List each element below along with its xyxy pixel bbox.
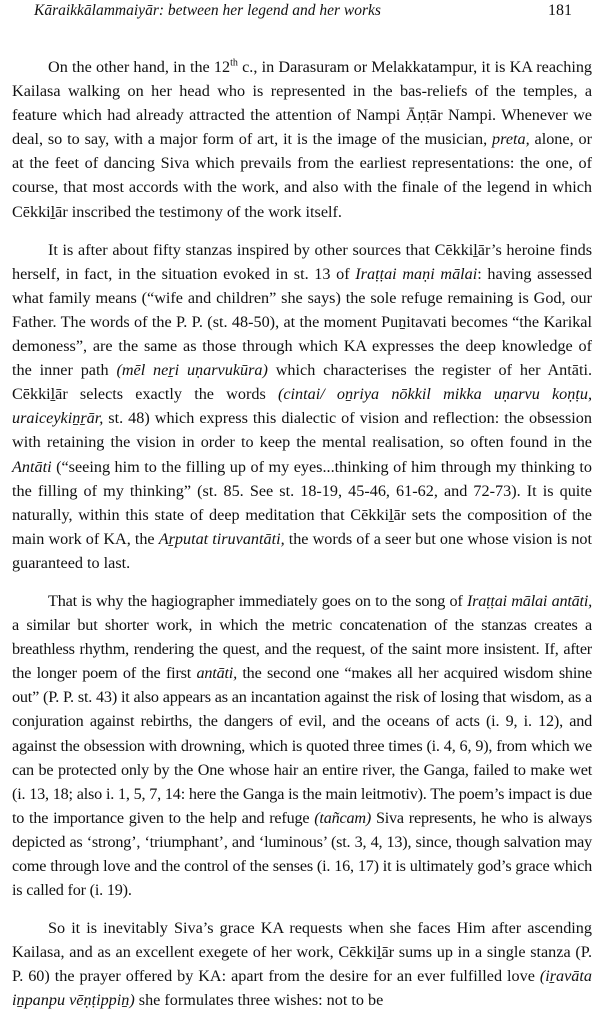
text-run: c., in Darasuram or Melakkatampur, it is KA reaching Kailasa walking on her head who is represented in the bas-reliefs of the temples, a feature which had already attracted the attention of Nampi Āṇṭār Nampi. Whenever we deal, so to say, with a major form of art, it is the image of the musician, [12, 58, 593, 149]
italic-text: (tañcam) [314, 808, 372, 827]
text-run: : having assessed what family means (“wife and children” she says) the sole refuge remaining is God, our Father. The words of the P. P. (st. 48-50), at the moment Puṉitavati becomes “the Karikal demoness”, are the same as those through which KA expresses the deep knowledge of the inner path [12, 264, 592, 380]
italic-text: Iraṭṭai mālai antāti, [466, 591, 592, 610]
text-run: the second one “makes all her acquired wisdom shine out” (P. P. st. 43) it also appears as an incantation against the risk of losing that wisdom, as a conjuration against rebirths, the dangers of evil, and the oceans of acts (i. 9, i. 12), and against the obsession with drowning, which is quoted three times (i. 4, 6, 9), from which we can be protected only by the One whose hair an entire river, the Ganga, failed to make wet (i. 13, 18; also i. 1, 5, 7, 14: here the Ganga is the main leitmotiv). The poem’s impact is due to the importance given to the help and refuge [12, 664, 592, 827]
page-number: 181 [548, 2, 572, 19]
running-header [12, 0, 592, 24]
italic-text: (iṟavāta iṉpanpu vēṇṭippiṉ) [12, 967, 592, 1010]
text-run: Siva represents, he who is always depicted as ‘strong’, ‘triumphant’, and ‘luminous’ (st. 3, 4, 13), since, though salvation may come through love and the control of the senses (i. 16, 17) it is ultimately god’s grace which is called for (i. 19). [12, 808, 592, 900]
text-run: So it is inevitably Siva’s grace KA requests when she faces Him after ascending Kailasa, and as an excellent exegete of her work, Cēkkiḻār sums up in a single stanza (P. P. 60) the prayer offered by KA: apart from the desire for an ever fulfilled love [12, 919, 592, 986]
text-run: alone, or at the feet of dancing Siva which prevails from the earliest representations: the one, of course, that most accords with the work, and also with the finale of the legend in which Cēkkiḻār inscribed the testimony of the work itself. [12, 130, 592, 221]
text-run: That is why the hagiographer immediately goes on to the song of [48, 591, 467, 610]
italic-text: (cintai/ oṉriya nōkkil mikka uṇarvu koṇṭu, uraiceykiṉṟār, [12, 385, 592, 428]
text-run: the words of a seer but one whose vision is not guaranteed to last. [12, 529, 592, 572]
italic-text: Antāti [12, 457, 52, 476]
running-title: Kāraikkālammaiyār: between her legend and her works [34, 2, 381, 19]
text-run: It is after about fifty stanzas inspired by other sources that Cēkkiḻār’s heroine finds herself, in fact, in the situation evoked in st. 13 of [12, 240, 592, 283]
text-run: a similar but shorter work, in which the metric concatenation of the stanzas creates a breathless rhythm, rendering the quest, and the request, of the saint more insistent. If, after the longer poem of the first [12, 616, 592, 683]
paragraph [12, 916, 592, 1012]
text-run: which characterises the register of her Antāti. Cēkkiḻār selects exactly the words [12, 361, 592, 404]
page-body [12, 24, 592, 1013]
text-run: she formulates three wishes: not to be [134, 991, 384, 1010]
italic-text: preta, [492, 130, 530, 149]
text-run: (“seeing him to the filling up of my eyes...thinking of him through my thinking to the filling of my thinking” (st. 85. See st. 18-19, 45-46, 61-62, and 72-73). It is quite naturally, within this state of deep meditation that Cēkkiḻār sets the composition of the main work of KA, the [12, 457, 592, 548]
paragraph [12, 55, 592, 224]
text-run: st. 48) which express this dialectic of vision and reflection: the obsession with retaining the vision in order to keep the mental realisation, so often found in the [12, 409, 592, 452]
italic-text: Iraṭṭai maṇi mālai [355, 264, 478, 283]
italic-text: antāti, [196, 664, 237, 683]
italic-text: (mēl neṟi uṇarvukūra) [116, 361, 268, 380]
paragraph [12, 238, 592, 575]
italic-text: Aṟputat tiruvantāti, [158, 529, 285, 548]
paragraph [12, 589, 592, 902]
text-run: On the other hand, in the 12 [48, 58, 231, 76]
superscript: th [230, 57, 238, 69]
